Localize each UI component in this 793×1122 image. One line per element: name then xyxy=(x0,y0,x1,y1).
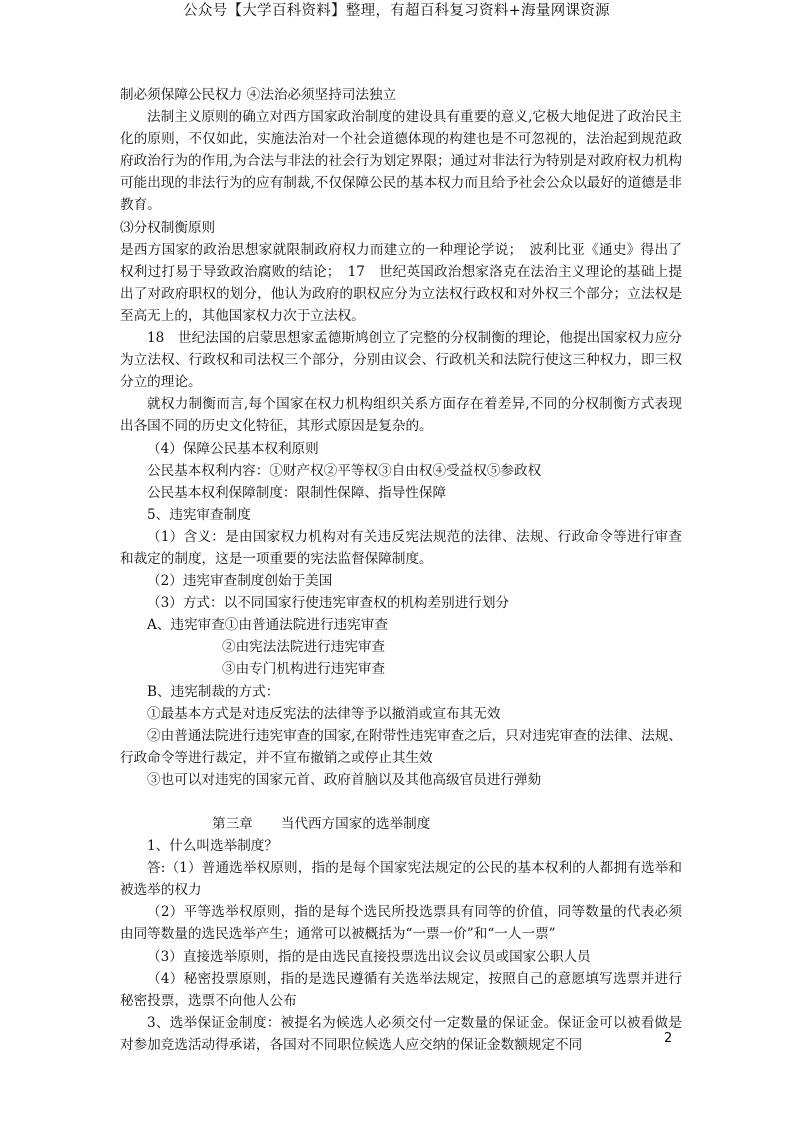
text-line: 制必须保障公民权力 ④法治必须坚持司法独立 xyxy=(120,87,397,103)
paragraph: ②由普通法院进行违宪审查的国家,在附带性违宪审查之后，只对违宪审查的法律、法规、行政命令等进行裁定，并不宣布撤销之或停止其生效 xyxy=(120,727,682,766)
text-line: 公民基本权利内容：①财产权②平等权③自由权④受益权⑤参政权 xyxy=(147,462,542,479)
section-heading: （4）保障公民基本权利原则 xyxy=(147,440,319,457)
paragraph: （2）平等选举权原则，指的是每个选民所投选票具有同等的价值，同等数量的代表必须由同等数量的选民选举产生；通常可以被概括为“一票一价”和“一人一票” xyxy=(120,904,682,943)
paragraph: （1）含义：是由国家权力机构对有关违反宪法规范的法律、法规、行政命令等进行审查和裁定的制度，这是一项重要的宪法监督保障制度。 xyxy=(120,528,682,567)
text-line: ①最基本方式是对违反宪法的法律等予以撤消或宣布其无效 xyxy=(147,705,501,722)
section-heading: ⑶分权制衡原则 xyxy=(120,219,216,236)
paragraph: 答:（1）普通选举权原则，指的是每个国家宪法规定的公民的基本权利的人都拥有选举和被选举的权力 xyxy=(120,860,682,899)
paragraph: 18 世纪法国的启蒙思想家孟德斯鸠创立了完整的分权制衡的理论，他提出国家权力应分为立法权、行政权和司法权三个部分，分别由议会、行政机关和法院行使这三种权力，即三权分立的理论。 xyxy=(120,330,682,391)
chapter-number: 第三章 xyxy=(212,816,253,832)
text-line: （3）直接选举原则，指的是由选民直接投票选出议会议员或国家公职人员 xyxy=(147,948,591,965)
text-line: ③由专门机构进行违宪审查 xyxy=(222,661,386,678)
text-line: 公民基本权利保障制度：限制性保障、指导性保障 xyxy=(147,484,447,501)
paragraph: 3、选举保证金制度：被提名为候选人必须交付一定数量的保证金。保证金可以被看做是对参加竞选活动得承诺，各国对不同职位候选人应交纳的保证金数额规定不同 xyxy=(120,1014,682,1053)
page-header: 公众号【大学百科资料】整理，有超百科复习资料+海量网课资源 xyxy=(183,3,610,19)
chapter-title: 当代西方国家的选举制度 xyxy=(280,816,431,832)
text-line: ②由宪法法院进行违宪审查 xyxy=(222,639,386,656)
text-line: （2）违宪审查制度创始于美国 xyxy=(147,573,333,590)
paragraph: （4）秘密投票原则，指的是选民遵循有关选举法规定，按照自己的意愿填写选票并进行秘密投票，选票不向他人公布 xyxy=(120,970,682,1009)
text-line: （3）方式：以不同国家行使违宪审查权的机构差别进行划分 xyxy=(147,595,510,612)
text-line: A、违宪审查①由普通法院进行违宪审查 xyxy=(147,617,388,634)
chapter-heading xyxy=(120,813,682,835)
page-number: 2 xyxy=(664,1031,673,1046)
section-heading: 5、违宪审查制度 xyxy=(147,506,251,523)
paragraph-rule-of-law: 法制主义原则的确立对西方国家政治制度的建设具有重要的意义,它极大地促进了政治民主化的原则，不仅如此，实施法治对一个社会道德体现的构建也是不可忽视的，法治起到规范政府政治行为的作用,为合法与非法的社会行为划定界限；通过对非法行为特别是对政府权力机构可能出现的非法行为的应有制裁,不仅保障公民的基本权力而且给予社会公众以最好的道德是非教育。 xyxy=(120,109,682,214)
text-line: ③也可以对违宪的国家元首、政府首脑以及其他高级官员进行弹劾 xyxy=(147,771,542,788)
text-line: B、违宪制裁的方式： xyxy=(147,683,280,700)
question-heading: 1、什么叫选举制度？ xyxy=(147,838,278,855)
paragraph: 就权力制衡而言,每个国家在权力机构组织关系方面存在着差异,不同的分权制衡方式表现出各国不同的历史文化特征，其形式原因是复杂的。 xyxy=(120,396,682,435)
paragraph: 是西方国家的政治思想家就限制政府权力而建立的一种理论学说； 波利比亚《通史》得出了权利过打易于导致政治腐败的结论； 17 世纪英国政治想家洛克在法治主义理论的基础上提出了对政府职权的划分，他认为政府的职权应分为立法权行政权和对外权三个部分；立法权是至高无上的，其他国家权力次于立法权。 xyxy=(120,241,682,324)
document-body xyxy=(120,84,682,1056)
